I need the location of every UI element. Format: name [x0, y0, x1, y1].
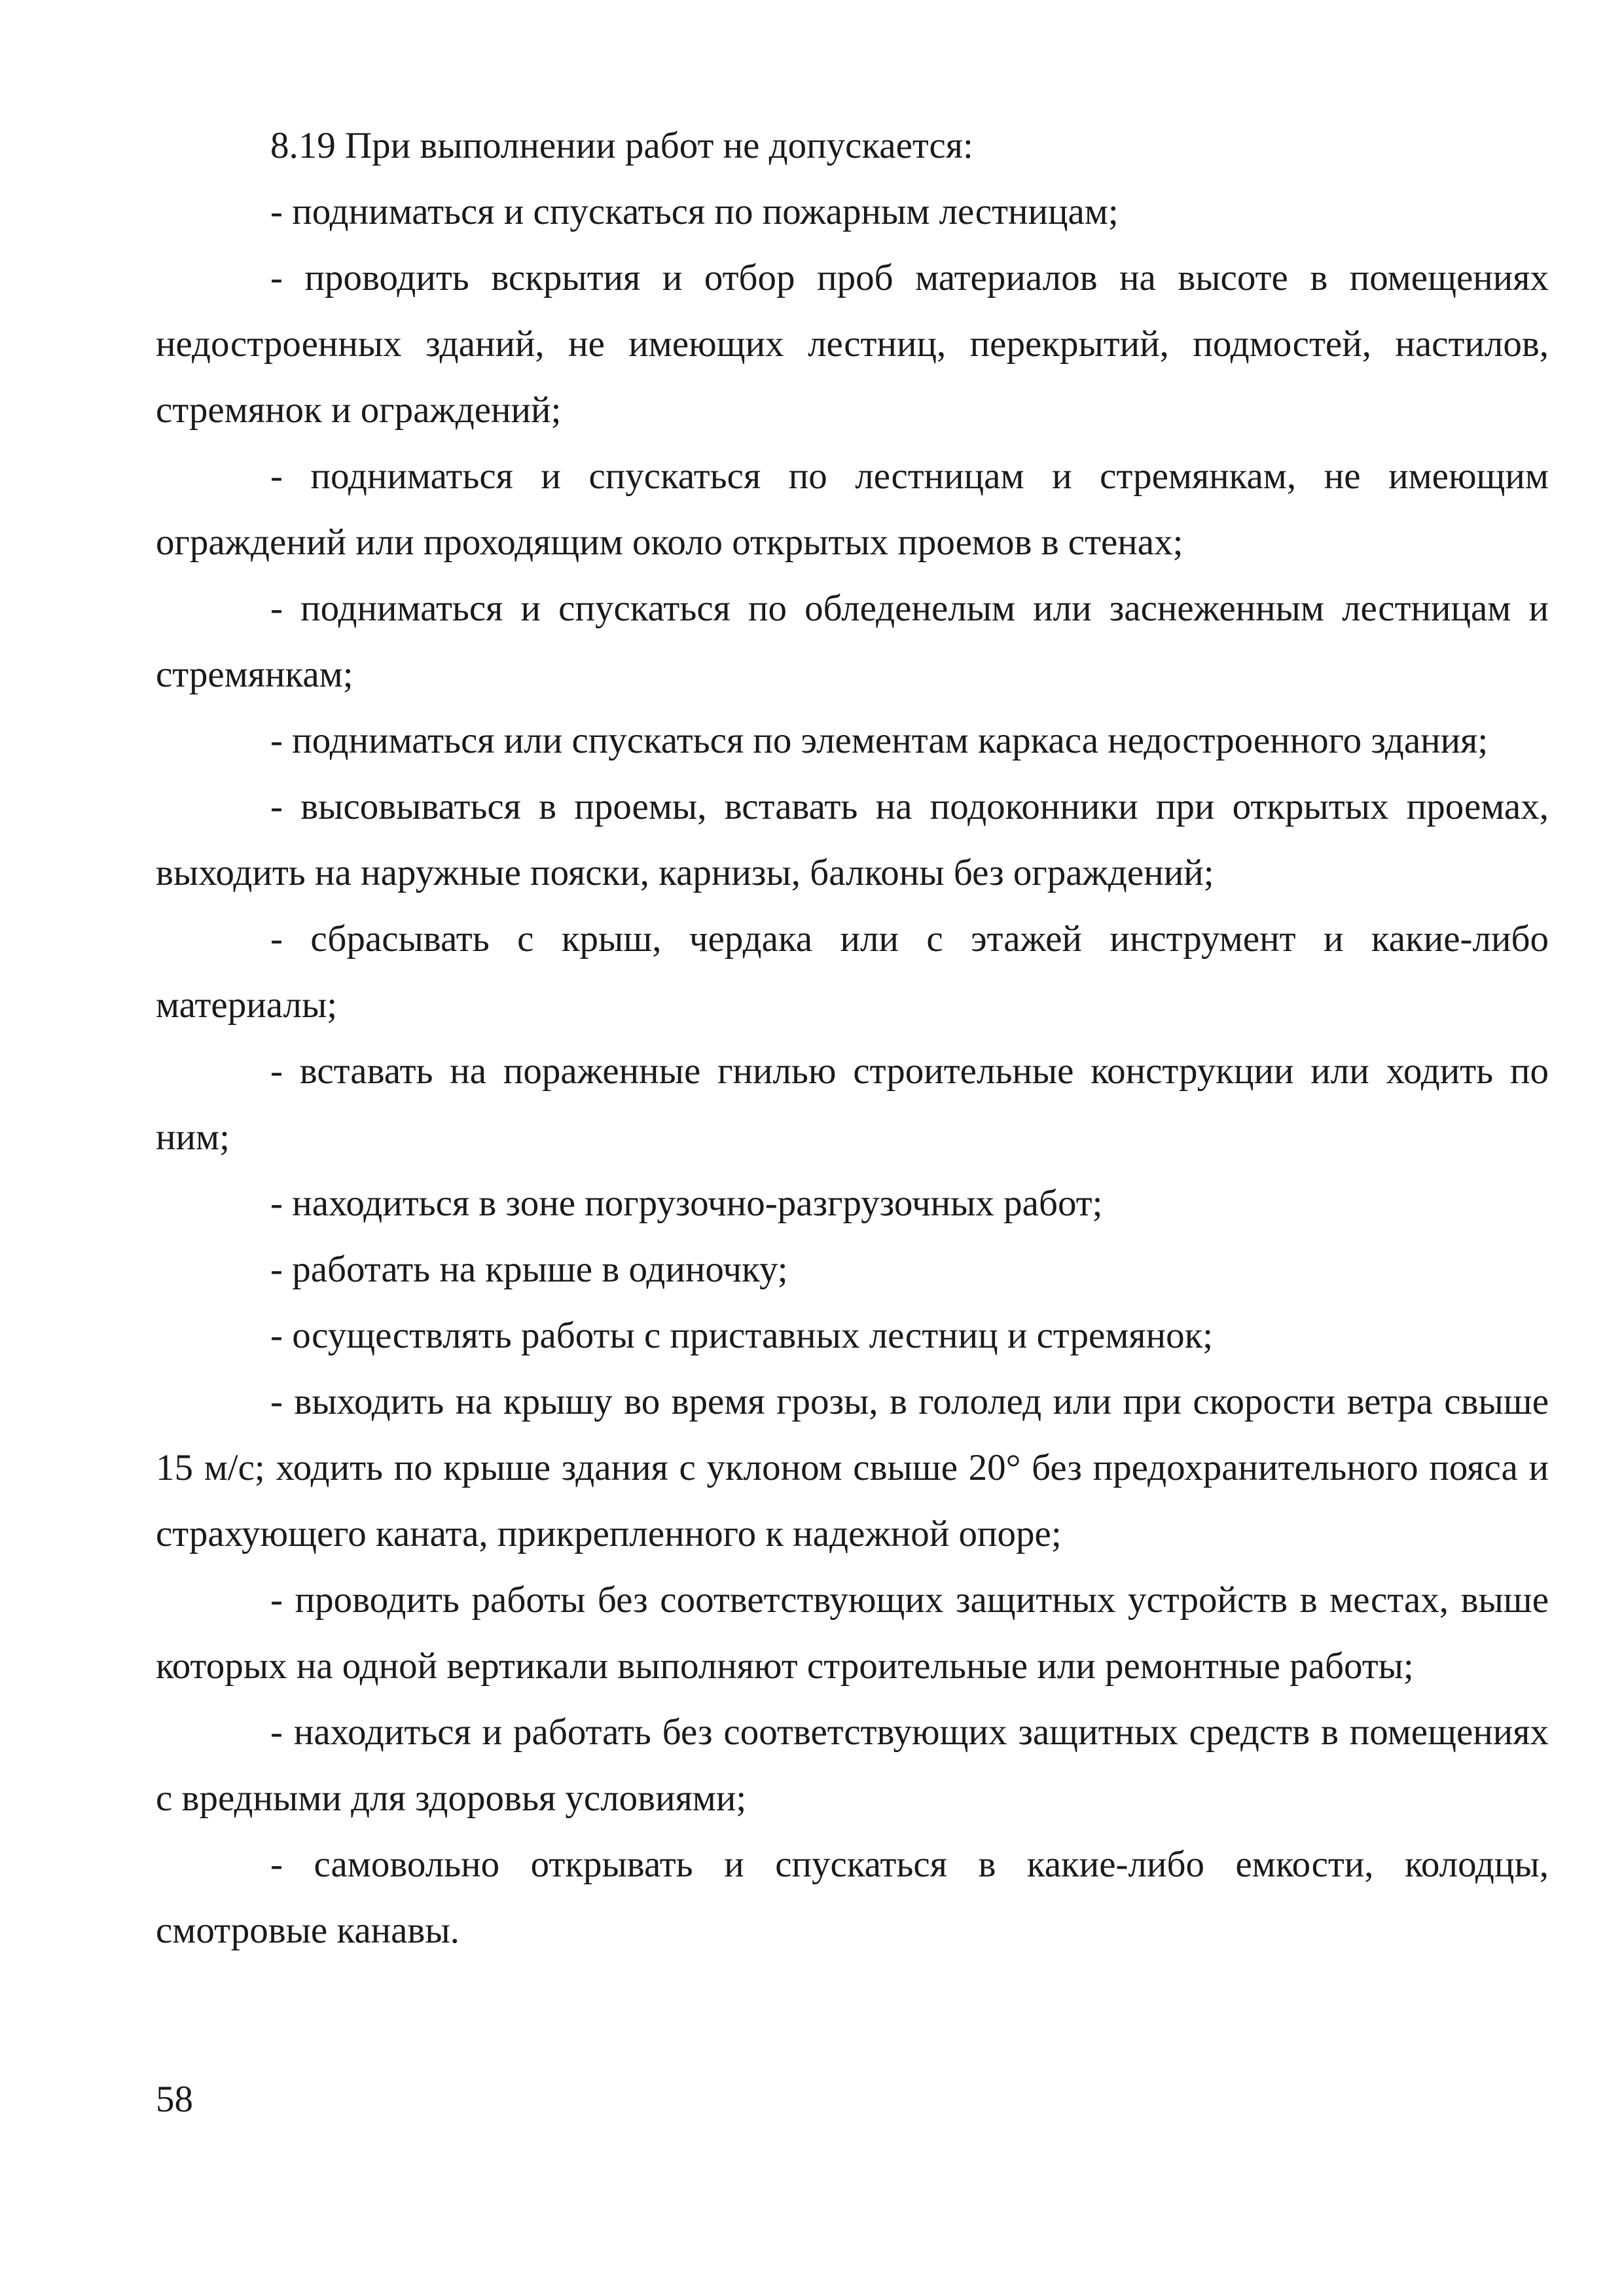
list-item: - подниматься и спускаться по лестницам и стремянкам, не имеющим ограждений или проходящим около открытых проемов в стенах;	[156, 456, 1549, 563]
list-item: - самовольно открывать и спускаться в какие-либо емкости, колодцы, смотровые канавы.	[156, 1844, 1549, 1951]
list-item: - высовываться в проемы, вставать на подоконники при открытых проемах, выходить на наружные пояски, карнизы, балконы без ограждений;	[156, 786, 1549, 893]
list-item: - сбрасывать с крыш, чердака или с этажей инструмент и какие-либо материалы;	[156, 918, 1549, 1026]
body-text	[156, 113, 1549, 1964]
list-item: - подниматься и спускаться по обледенелым или заснеженным лестницам и стремянкам;	[156, 588, 1549, 695]
section-heading: 8.19 При выполнении работ не допускается:	[270, 125, 973, 166]
list-item: - проводить вскрытия и отбор проб материалов на высоте в помещениях недостроенных зданий, не имеющих лестниц, перекрытий, подмостей, настилов, стремянок и ограждений;	[156, 257, 1549, 431]
list-item: - подниматься и спускаться по пожарным лестницам;	[270, 191, 1119, 232]
list-item: - выходить на крышу во время грозы, в гололед или при скорости ветра свыше 15 м/с; ходить по крыше здания с уклоном свыше 20° без предохранительного пояса и страхующего каната, прикрепленного к надежной опоре;	[156, 1381, 1549, 1554]
list-item: - осуществлять работы с приставных лестниц и стремянок;	[270, 1315, 1214, 1356]
list-item: - работать на крыше в одиночку;	[270, 1249, 788, 1290]
page-number: 58	[156, 2079, 193, 2120]
list-item: - находиться и работать без соответствующих защитных средств в помещениях с вредными для здоровья условиями;	[156, 1712, 1549, 1819]
list-item: - подниматься или спускаться по элементам каркаса недостроенного здания;	[270, 720, 1489, 761]
list-item: - проводить работы без соответствующих защитных устройств в местах, выше которых на одной вертикали выполняют строительные или ремонтные работы;	[156, 1579, 1549, 1687]
list-item: - вставать на пораженные гнилью строительные конструкции или ходить по ним;	[156, 1050, 1549, 1158]
list-item: - находиться в зоне погрузочно-разгрузочных работ;	[270, 1183, 1103, 1224]
